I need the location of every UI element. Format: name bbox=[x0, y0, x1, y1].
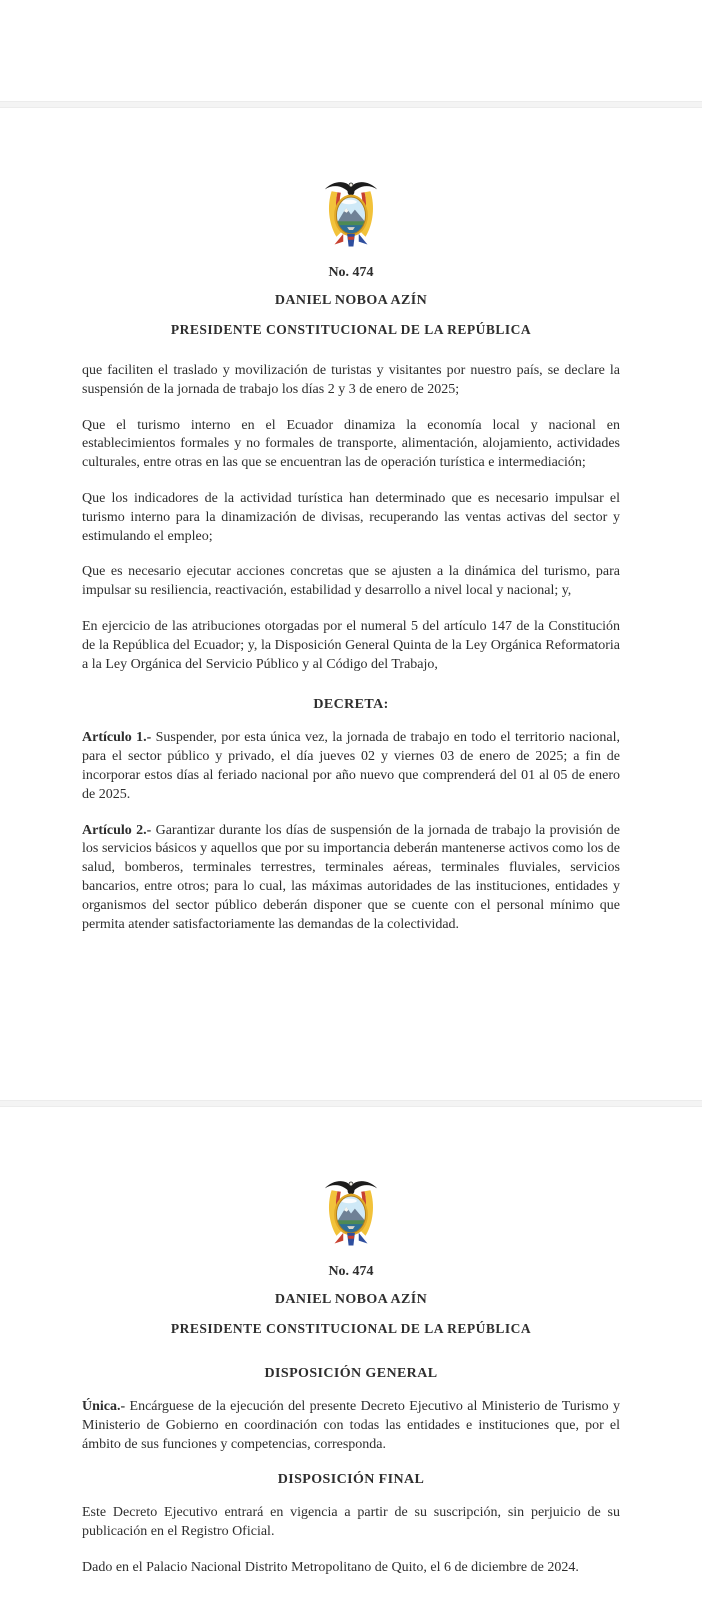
recital-paragraph-5: En ejercicio de las atribuciones otorgadas por el numeral 5 del artículo 147 de la Constitución de la República del Ecuador; y, la Disposición General Quinta de la Ley Orgánica Reformatoria a la Ley Orgánica del Servicio Público y al Código del Trabajo, bbox=[82, 618, 620, 672]
article-2 bbox=[82, 822, 620, 935]
ecuador-coat-of-arms-icon bbox=[320, 178, 382, 251]
author-name: DANIEL NOBOA AZÍN bbox=[274, 293, 428, 308]
page-2-body bbox=[82, 1365, 620, 1578]
decreta-heading: DECRETA: bbox=[313, 697, 389, 713]
ecuador-coat-of-arms-icon bbox=[320, 1177, 382, 1250]
dado-line: Dado en el Palacio Nacional Distrito Metropolitano de Quito, el 6 de diciembre de 2024. bbox=[82, 1559, 579, 1575]
unica-clause bbox=[82, 1398, 620, 1454]
document-page-1 bbox=[0, 108, 702, 1100]
page-separator bbox=[0, 101, 702, 108]
final-provision-heading: DISPOSICIÓN FINAL bbox=[277, 1472, 425, 1488]
article-1-label: Artículo 1.- bbox=[82, 730, 152, 746]
article-2-label: Artículo 2.- bbox=[82, 822, 152, 838]
previous-page-tail bbox=[0, 0, 702, 101]
recital-paragraph-3: Que los indicadores de la actividad turística han determinado que es necesario impulsar el turismo interno para la dinamización de divisas, recuperando las ventas activas del sector y estimulando el empleo; bbox=[82, 490, 620, 544]
article-1-text: Suspender, por esta única vez, la jornada de trabajo en todo el territorio nacional, para el sector público y privado, el día jueves 02 y viernes 03 de enero de 2025; a fin de incorporar estos días al feriado nacional por año nuevo que comprenderá del 01 al 05 de enero de 2025. bbox=[82, 730, 620, 802]
author-title: PRESIDENTE CONSTITUCIONAL DE LA REPÚBLICA bbox=[170, 1321, 532, 1336]
unica-text: Encárguese de la ejecución del presente Decreto Ejecutivo al Ministerio de Turismo y Ministerio de Gobierno en coordinación con todas las entidades e instituciones que, por el ámbito de sus funciones y competencias, corresponda. bbox=[82, 1399, 620, 1452]
recital-paragraph-2: Que el turismo interno en el Ecuador dinamiza la economía local y nacional en establecimientos formales y no formales de transporte, alimentación, alojamiento, actividades culturales, entre otras en las que se encuentran las de operación turística e intermediación; bbox=[82, 417, 620, 471]
general-provision-heading: DISPOSICIÓN GENERAL bbox=[264, 1366, 438, 1381]
recital-paragraph-1: que faciliten el traslado y movilización de turistas y visitantes por nuestro país, se declare la suspensión de la jornada de trabajo los días 2 y 3 de enero de 2025; bbox=[82, 363, 620, 397]
page-1-body bbox=[82, 362, 620, 934]
author-name: DANIEL NOBOA AZÍN bbox=[274, 1292, 428, 1307]
final-clause: Este Decreto Ejecutivo entrará en vigencia a partir de su suscripción, sin perjuicio de su publicación en el Registro Oficial. bbox=[82, 1505, 620, 1540]
author-title: PRESIDENTE CONSTITUCIONAL DE LA REPÚBLICA bbox=[170, 322, 532, 337]
article-1 bbox=[82, 729, 620, 804]
recital-paragraph-4: Que es necesario ejecutar acciones concretas que se ajusten a la dinámica del turismo, para impulsar su resiliencia, reactivación, estabilidad y desarrollo a nivel local y nacional; y, bbox=[82, 564, 620, 599]
page-separator bbox=[0, 1100, 702, 1107]
unica-label: Única.- bbox=[82, 1399, 126, 1414]
document-page-2 bbox=[0, 1177, 702, 1600]
decree-number: No. 474 bbox=[328, 1264, 374, 1279]
article-2-text: Garantizar durante los días de suspensión de la jornada de trabajo la provisión de los servicios básicos y aquellos que por su importancia deberán mantenerse activos como los de salud, bomberos, terminales terrestres, terminales aéreas, terminales fluviales, servicios bancarios, entre otros; para lo cual, las máximas autoridades de las instituciones, entidades y organismos del sector público deberán disponer que se cuente con el personal mínimo que permita atender satisfactoriamente las demandas de la colectividad. bbox=[82, 822, 621, 932]
decree-number: No. 474 bbox=[328, 265, 374, 280]
